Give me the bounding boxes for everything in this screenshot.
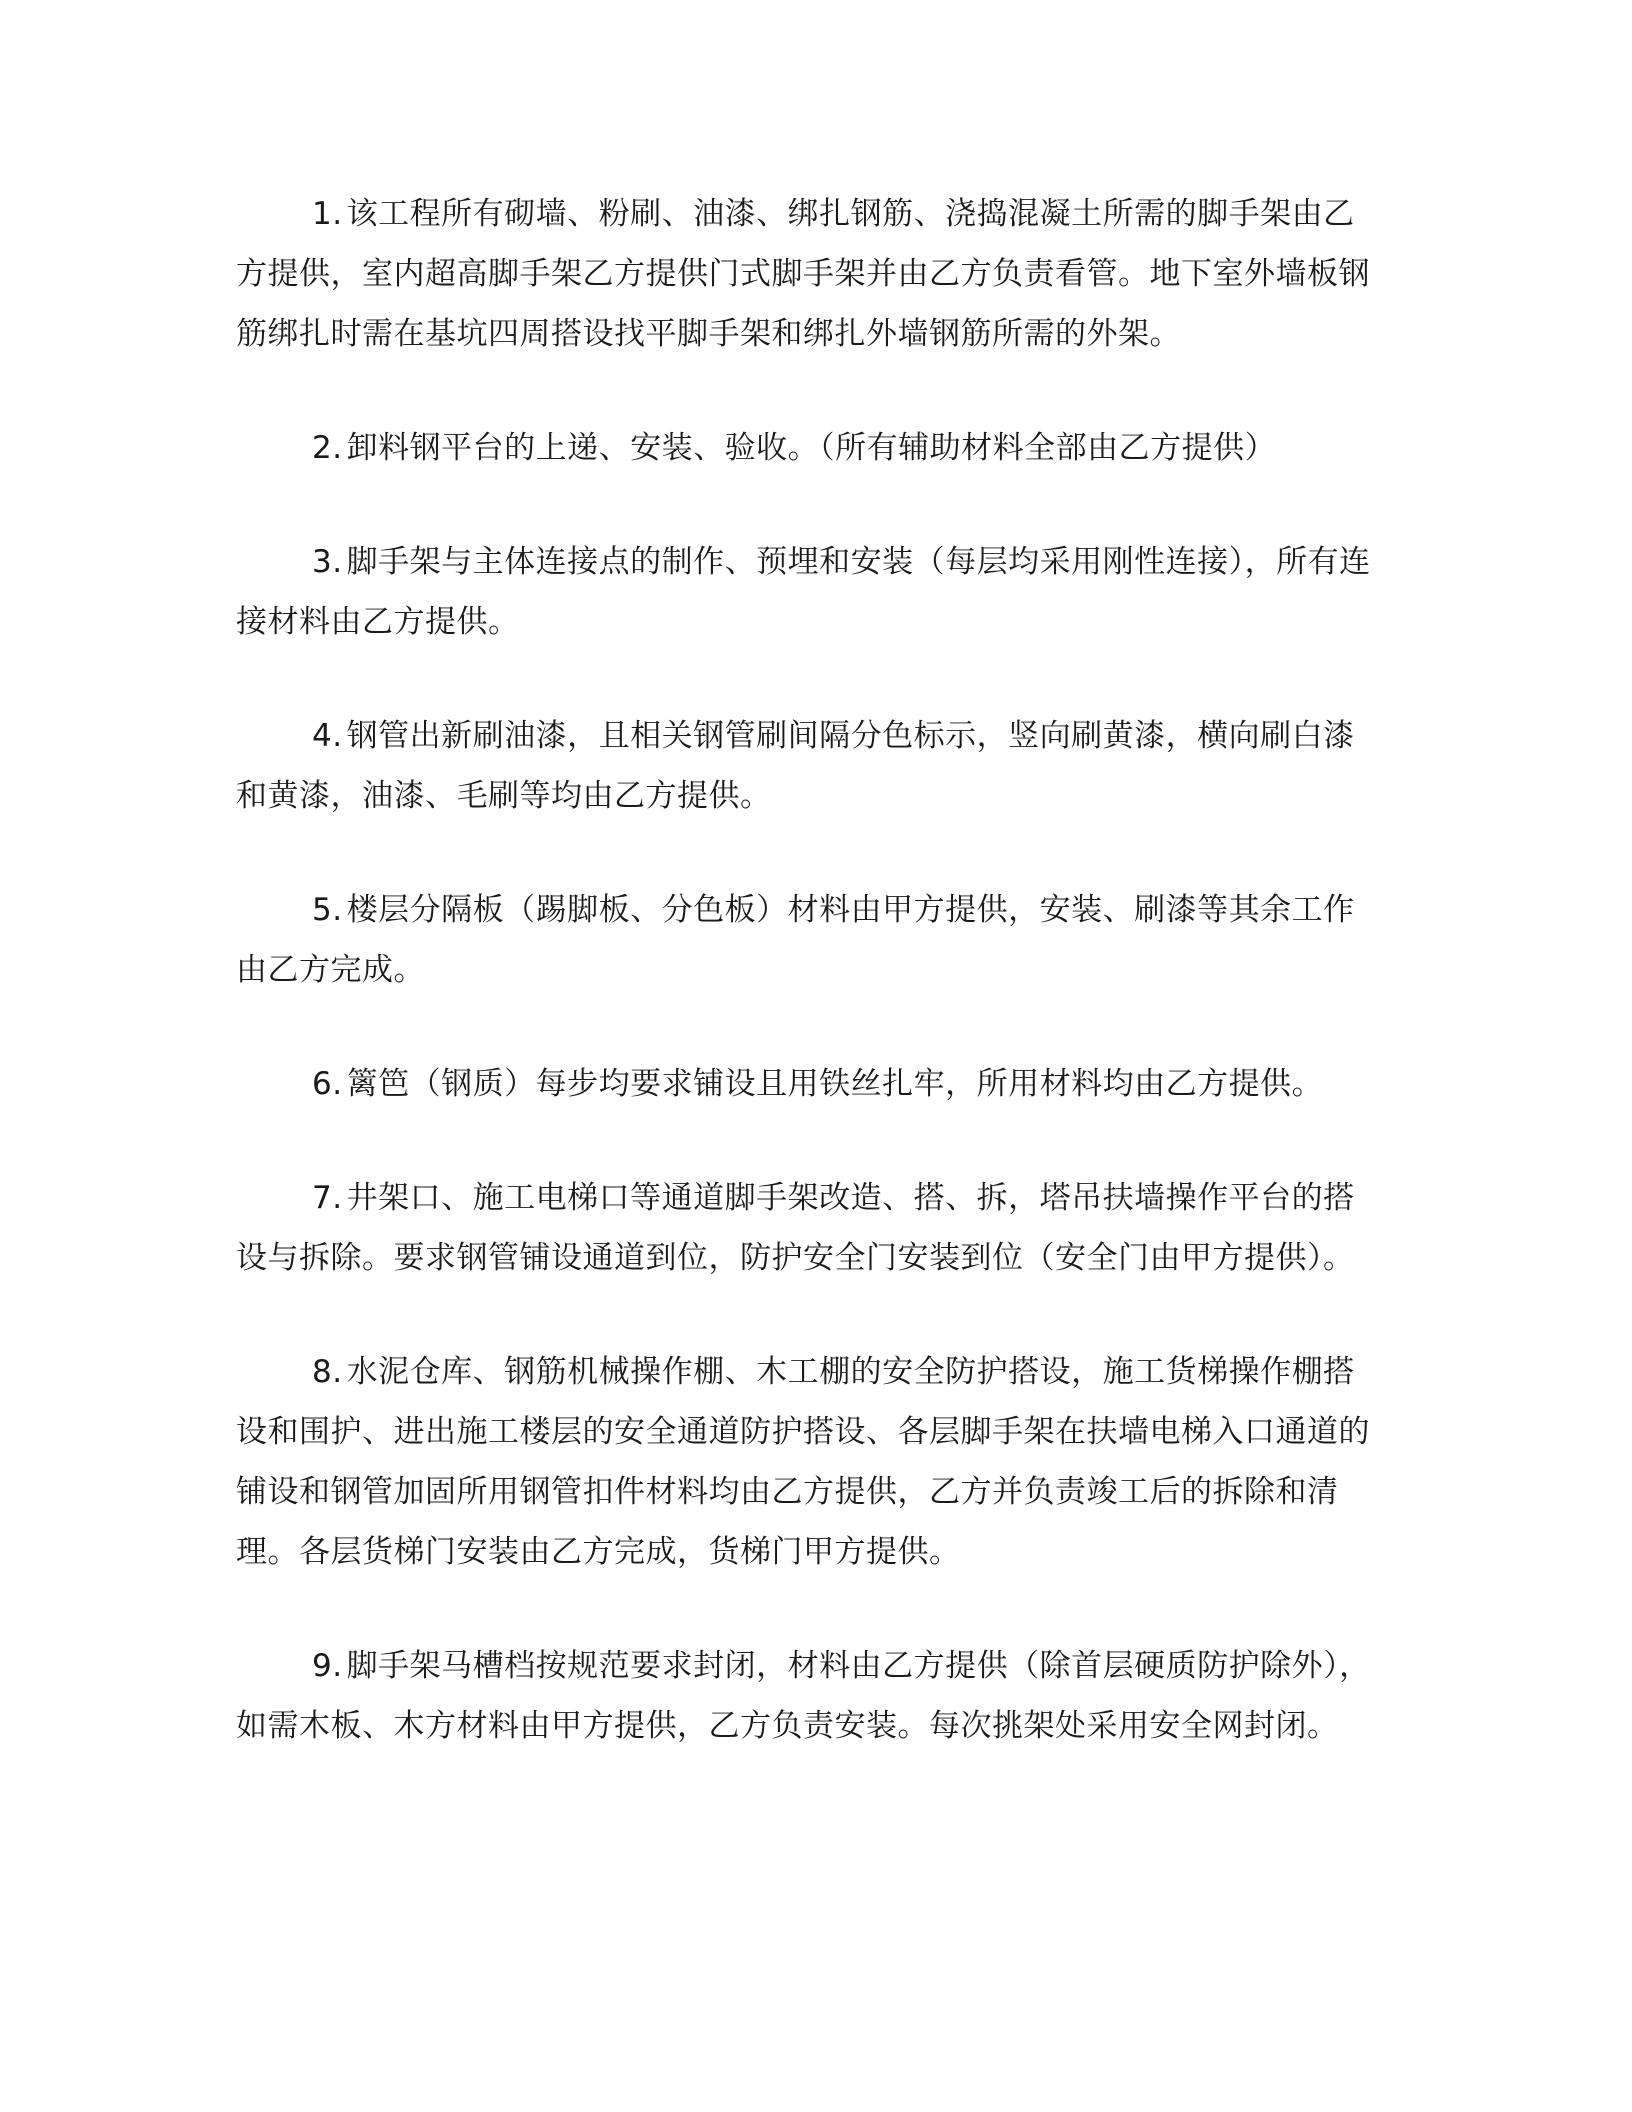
item-text: 脚手架马槽档按规范要求封闭，材料由乙方提供（除首层硬质防护除外），如需木板、木方材料由甲方提供，乙方负责安装。每次挑架处采用安全网封闭。 xyxy=(236,1648,1371,1744)
item-number: 2. xyxy=(312,430,343,466)
item-text: 该工程所有砌墙、粉刷、油漆、绑扎钢筋、浇捣混凝土所需的脚手架由乙方提供，室内超高脚手架乙方提供门式脚手架并由乙方负责看管。地下室外墙板钢筋绑扎时需在基坑四周搭设找平脚手架和绑扎外墙钢筋所需的外架。 xyxy=(236,196,1370,352)
item-number: 3. xyxy=(312,544,343,580)
list-item xyxy=(236,532,1376,652)
item-text: 井架口、施工电梯口等通道脚手架改造、搭、拆，塔吊扶墙操作平台的搭设与拆除。要求钢管铺设通道到位，防护安全门安装到位（安全门由甲方提供）。 xyxy=(236,1180,1355,1276)
list-item xyxy=(236,880,1376,1000)
list-item xyxy=(236,1636,1376,1756)
item-number: 4. xyxy=(312,718,343,754)
list-item xyxy=(236,184,1376,364)
item-text: 钢管出新刷油漆，且相关钢管刷间隔分色标示，竖向刷黄漆，横向刷白漆和黄漆，油漆、毛刷等均由乙方提供。 xyxy=(236,718,1355,814)
item-number: 8. xyxy=(312,1354,343,1390)
list-item xyxy=(236,1342,1376,1582)
item-number: 6. xyxy=(312,1066,343,1102)
item-text: 脚手架与主体连接点的制作、预埋和安装（每层均采用刚性连接），所有连接材料由乙方提供。 xyxy=(236,544,1371,640)
item-text: 水泥仓库、钢筋机械操作棚、木工棚的安全防护搭设，施工货梯操作棚搭设和围护、进出施工楼层的安全通道防护搭设、各层脚手架在扶墙电梯入口通道的铺设和钢管加固所用钢管扣件材料均由乙方提供，乙方并负责竣工后的拆除和清理。各层货梯门安装由乙方完成，货梯门甲方提供。 xyxy=(236,1354,1370,1570)
item-number: 9. xyxy=(312,1648,343,1684)
item-number: 7. xyxy=(312,1180,343,1216)
item-text: 篱笆（钢质）每步均要求铺设且用铁丝扎牢，所用材料均由乙方提供。 xyxy=(346,1066,1324,1102)
list-item xyxy=(236,1054,1376,1114)
list-item xyxy=(236,1168,1376,1288)
item-text: 卸料钢平台的上递、安装、验收。（所有辅助材料全部由乙方提供） xyxy=(346,430,1277,466)
item-number: 1. xyxy=(312,196,343,232)
item-text: 楼层分隔板（踢脚板、分色板）材料由甲方提供，安装、刷漆等其余工作由乙方完成。 xyxy=(236,892,1355,988)
list-item xyxy=(236,418,1376,478)
document-body xyxy=(236,184,1376,1810)
item-number: 5. xyxy=(312,892,343,928)
list-item xyxy=(236,706,1376,826)
